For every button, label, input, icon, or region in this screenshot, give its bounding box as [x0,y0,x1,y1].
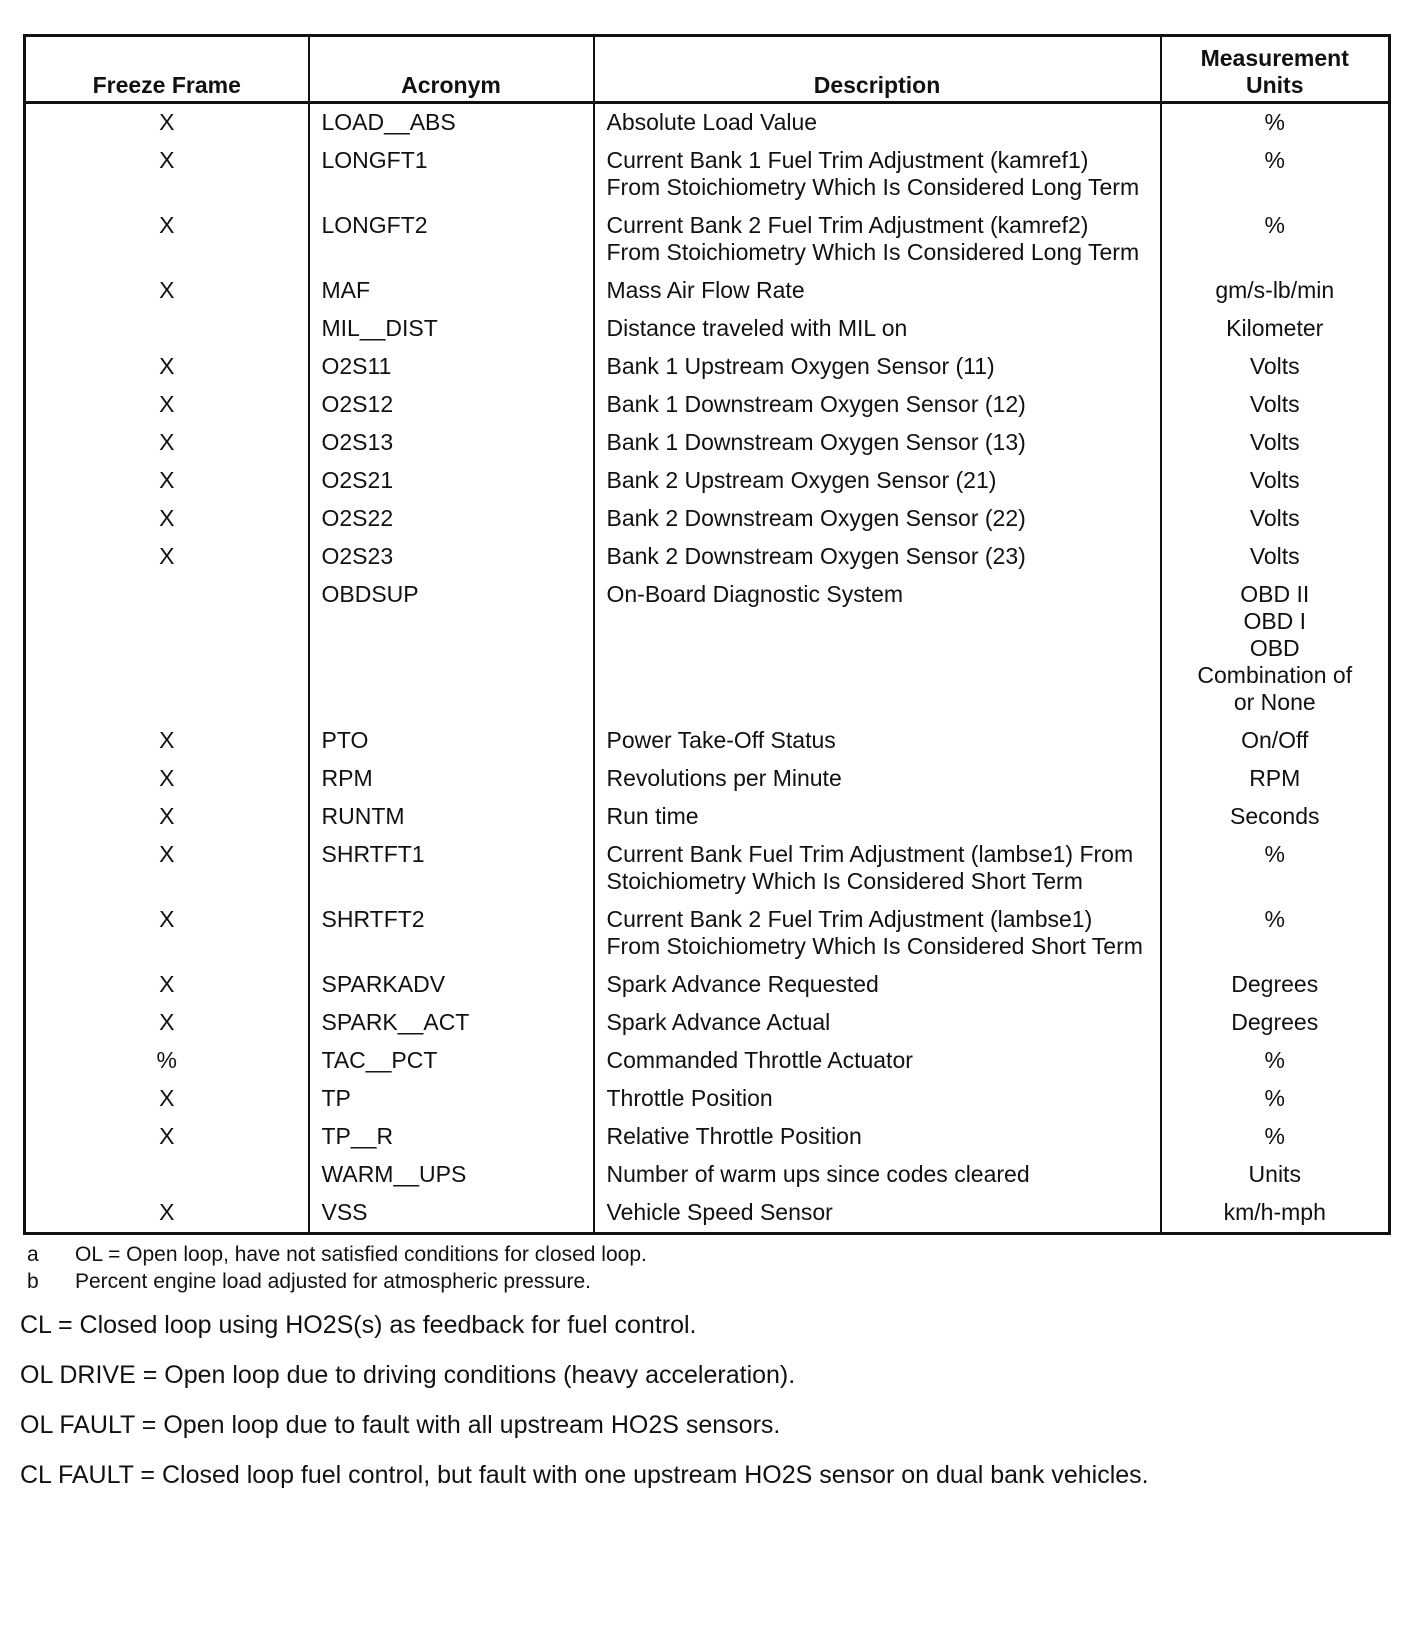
freeze-frame-cell: X [25,272,309,310]
unit-value: % [1264,1085,1285,1111]
acronym-cell: O2S23 [309,538,594,576]
unit-value: Kilometer [1226,315,1324,341]
table-row [25,348,1390,386]
unit-value: OBD I [1243,608,1307,634]
units-cell [1161,103,1390,143]
unit-value: % [1264,109,1285,135]
units-cell [1161,142,1390,207]
freeze-frame-cell: % [25,1042,309,1080]
footnote-text: OL = Open loop, have not satisfied conditions for closed loop. [75,1243,647,1266]
description-cell: Run time [594,798,1161,836]
unit-value: % [1264,1123,1285,1149]
freeze-frame-cell [25,310,309,348]
footnote-key: b [27,1270,39,1293]
units-cell [1161,798,1390,836]
footnote [23,1268,1388,1295]
freeze-frame-cell: X [25,1118,309,1156]
unit-value: or None [1233,689,1316,715]
description-cell: Bank 1 Downstream Oxygen Sensor (13) [594,424,1161,462]
acronym-cell: PTO [309,722,594,760]
unit-value: % [1264,147,1285,173]
units-cell [1161,1004,1390,1042]
description-cell: On-Board Diagnostic System [594,576,1161,722]
freeze-frame-cell: X [25,722,309,760]
unit-value: Combination of [1197,662,1353,688]
table-row [25,424,1390,462]
description-cell: Revolutions per Minute [594,760,1161,798]
table-row [25,760,1390,798]
description-cell: Current Bank 2 Fuel Trim Adjustment (lambse1) From Stoichiometry Which Is Considered Short Term [594,901,1161,966]
unit-value: On/Off [1241,727,1309,753]
acronym-cell: SHRTFT2 [309,901,594,966]
unit-value: Volts [1249,429,1300,455]
freeze-frame-cell: X [25,348,309,386]
units-cell [1161,576,1390,722]
acronym-cell: SPARKADV [309,966,594,1004]
unit-value: gm/s-lb/min [1215,277,1335,303]
units-cell [1161,760,1390,798]
description-cell: Throttle Position [594,1080,1161,1118]
units-cell [1161,901,1390,966]
table-row [25,1004,1390,1042]
freeze-frame-cell: X [25,386,309,424]
units-cell [1161,1042,1390,1080]
freeze-frame-cell: X [25,1080,309,1118]
unit-value: % [1264,1047,1285,1073]
footnote-key: a [27,1243,39,1266]
units-cell [1161,966,1390,1004]
freeze-frame-cell: X [25,207,309,272]
acronym-cell: LONGFT1 [309,142,594,207]
table-header [25,36,1390,103]
unit-value: OBD [1249,635,1300,661]
description-cell: Distance traveled with MIL on [594,310,1161,348]
freeze-frame-cell: X [25,500,309,538]
units-cell [1161,310,1390,348]
acronym-cell: MIL__DIST [309,310,594,348]
description-cell: Power Take-Off Status [594,722,1161,760]
unit-value: % [1264,906,1285,932]
table-row [25,1156,1390,1194]
description-cell: Commanded Throttle Actuator [594,1042,1161,1080]
units-cell [1161,1194,1390,1234]
units-cell [1161,1080,1390,1118]
acronym-cell: O2S21 [309,462,594,500]
table-body [25,103,1390,1234]
units-cell [1161,722,1390,760]
acronym-cell: RUNTM [309,798,594,836]
unit-value: Degrees [1231,971,1319,997]
acronym-cell: TAC__PCT [309,1042,594,1080]
units-cell [1161,348,1390,386]
units-cell [1161,386,1390,424]
units-cell [1161,500,1390,538]
table-row [25,901,1390,966]
acronym-cell: O2S12 [309,386,594,424]
description-cell: Bank 2 Upstream Oxygen Sensor (21) [594,462,1161,500]
acronym-cell: LONGFT2 [309,207,594,272]
unit-value: OBD II [1240,581,1310,607]
header-measurement-units: Measurement Units [1161,36,1390,103]
footnote-text: Percent engine load adjusted for atmospheric pressure. [75,1270,591,1293]
unit-value: km/h-mph [1223,1199,1326,1225]
acronym-cell: O2S22 [309,500,594,538]
description-cell: Vehicle Speed Sensor [594,1194,1161,1234]
acronym-cell: WARM__UPS [309,1156,594,1194]
freeze-frame-cell: X [25,836,309,901]
document-page [20,34,1388,1509]
description-cell: Bank 2 Downstream Oxygen Sensor (22) [594,500,1161,538]
acronym-cell: O2S13 [309,424,594,462]
table-row [25,798,1390,836]
description-cell: Relative Throttle Position [594,1118,1161,1156]
table-row [25,1042,1390,1080]
description-cell: Mass Air Flow Rate [594,272,1161,310]
table-row [25,500,1390,538]
table-row [25,538,1390,576]
acronym-cell: SHRTFT1 [309,836,594,901]
table-row [25,966,1390,1004]
unit-value: % [1264,841,1285,867]
legend-line: OL FAULT = Open loop due to fault with all upstream HO2S sensors. [20,1411,781,1439]
legend-line: OL DRIVE = Open loop due to driving conditions (heavy acceleration). [20,1361,796,1389]
header-description: Description [594,36,1161,103]
acronym-cell: VSS [309,1194,594,1234]
footnotes [23,1241,1388,1295]
description-cell: Current Bank 2 Fuel Trim Adjustment (kamref2) From Stoichiometry Which Is Considered Long Term [594,207,1161,272]
acronym-cell: OBDSUP [309,576,594,722]
description-cell: Bank 2 Downstream Oxygen Sensor (23) [594,538,1161,576]
description-cell: Spark Advance Actual [594,1004,1161,1042]
acronym-cell: TP [309,1080,594,1118]
table-row [25,576,1390,722]
freeze-frame-cell [25,576,309,722]
table-row [25,386,1390,424]
table-row [25,310,1390,348]
table-row [25,103,1390,143]
freeze-frame-cell: X [25,1004,309,1042]
table-row [25,1080,1390,1118]
freeze-frame-cell: X [25,798,309,836]
legend [20,1309,1388,1491]
description-cell: Bank 1 Downstream Oxygen Sensor (12) [594,386,1161,424]
description-cell: Current Bank 1 Fuel Trim Adjustment (kamref1) From Stoichiometry Which Is Considered Long Term [594,142,1161,207]
acronym-cell: LOAD__ABS [309,103,594,143]
units-cell [1161,272,1390,310]
freeze-frame-cell: X [25,424,309,462]
freeze-frame-cell: X [25,103,309,143]
units-cell [1161,462,1390,500]
unit-value: Volts [1249,467,1300,493]
description-cell: Number of warm ups since codes cleared [594,1156,1161,1194]
header-freeze-frame: Freeze Frame [25,36,309,103]
units-cell [1161,1156,1390,1194]
freeze-frame-cell: X [25,142,309,207]
unit-value: Volts [1249,505,1300,531]
acronym-cell: TP__R [309,1118,594,1156]
description-cell: Bank 1 Upstream Oxygen Sensor (11) [594,348,1161,386]
table-row [25,722,1390,760]
legend-line: CL FAULT = Closed loop fuel control, but fault with one upstream HO2S sensor on dual bank vehicles. [20,1461,1149,1489]
freeze-frame-cell: X [25,760,309,798]
freeze-frame-cell [25,1156,309,1194]
freeze-frame-cell: X [25,1194,309,1234]
table-row [25,462,1390,500]
description-cell: Current Bank Fuel Trim Adjustment (lambse1) From Stoichiometry Which Is Considered Short Term [594,836,1161,901]
units-cell [1161,424,1390,462]
table-row [25,1194,1390,1234]
pid-table [23,34,1391,1235]
freeze-frame-cell: X [25,462,309,500]
units-cell [1161,836,1390,901]
unit-value: Volts [1249,353,1300,379]
description-cell: Spark Advance Requested [594,966,1161,1004]
acronym-cell: MAF [309,272,594,310]
units-cell [1161,538,1390,576]
units-cell [1161,207,1390,272]
table-row [25,272,1390,310]
acronym-cell: SPARK__ACT [309,1004,594,1042]
freeze-frame-cell: X [25,538,309,576]
table-row [25,836,1390,901]
unit-value: Volts [1249,543,1300,569]
units-cell [1161,1118,1390,1156]
freeze-frame-cell: X [25,966,309,1004]
acronym-cell: RPM [309,760,594,798]
unit-value: Units [1248,1161,1301,1187]
unit-value: Degrees [1231,1009,1319,1035]
table-row [25,1118,1390,1156]
freeze-frame-cell: X [25,901,309,966]
header-acronym: Acronym [309,36,594,103]
unit-value: RPM [1249,765,1301,791]
legend-line: CL = Closed loop using HO2S(s) as feedback for fuel control. [20,1311,697,1339]
table-row [25,142,1390,207]
footnote [23,1241,1388,1268]
acronym-cell: O2S11 [309,348,594,386]
unit-value: Volts [1249,391,1300,417]
table-row [25,207,1390,272]
description-cell: Absolute Load Value [594,103,1161,143]
unit-value: % [1264,212,1285,238]
unit-value: Seconds [1229,803,1320,829]
